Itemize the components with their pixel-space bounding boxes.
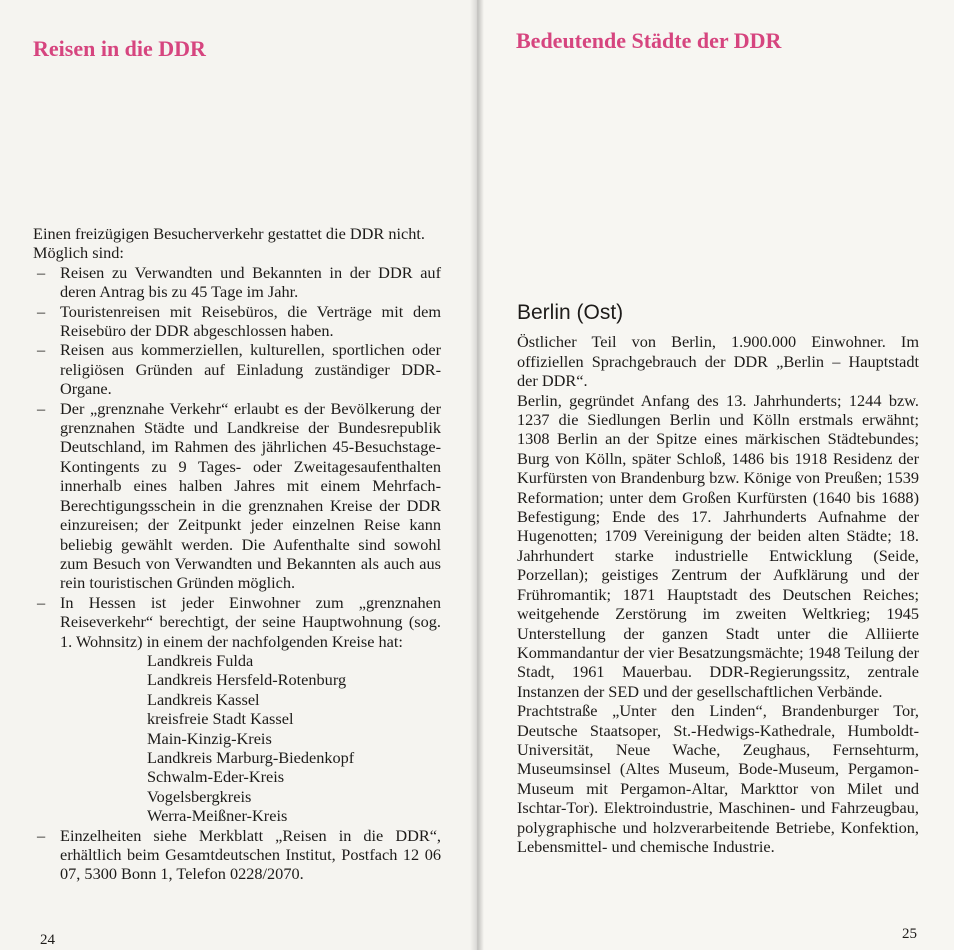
list-item: [33, 593, 441, 826]
district-item: Vogelsbergkreis: [147, 786, 252, 806]
list-item: [33, 263, 441, 302]
dash-marker: –: [37, 301, 46, 321]
list-item-text: Touristenreisen mit Reisebüros, die Verträge mit dem Reisebüro der DDR abgeschlossen haben.: [60, 301, 441, 341]
list-item-text: Einzelheiten siehe Merkblatt „Reisen in die DDR“, erhältlich beim Gesamtdeutschen Institut, Postfach 12 06 07, 5300 Bonn 1, Telefon 0228/2070.: [60, 825, 441, 884]
dash-marker: –: [37, 340, 46, 360]
city-intro-paragraph: Östlicher Teil von Berlin, 1.900.000 Einwohner. Im offiziellen Sprachgebrauch der DDR „Berlin – Hauptstadt der DDR“.: [517, 332, 919, 391]
dash-marker: –: [37, 262, 46, 282]
list-item-text: Reisen aus kommerziellen, kulturellen, sportlichen oder religiösen Gründen auf Einladung zuständiger DDR-Organe.: [60, 340, 441, 399]
right-page-heading: Bedeutende Städte der DDR: [516, 28, 782, 53]
left-page-body: [33, 224, 441, 884]
right-page: [476, 0, 954, 950]
dash-marker: –: [37, 398, 46, 418]
list-item-text: In Hessen ist jeder Einwohner zum „grenznahen Reiseverkehr“ berechtigt, der seine Hauptwohnung (sog. 1. Wohnsitz) in einem der nachfolgenden Kreise hat:: [60, 592, 441, 651]
right-page-body: [517, 303, 919, 856]
district-item: Landkreis Marburg-Biedenkopf: [147, 747, 355, 767]
district-item: Werra-Meißner-Kreis: [147, 806, 288, 826]
district-item: Landkreis Kassel: [147, 689, 260, 709]
district-item: kreisfreie Stadt Kassel: [147, 709, 294, 729]
city-title: Berlin (Ost): [517, 301, 624, 324]
intro-paragraph: Einen freizügigen Besucherverkehr gestattet die DDR nicht. Möglich sind:: [33, 224, 425, 263]
dash-marker: –: [37, 825, 46, 845]
list-item-text: Der „grenznahe Verkehr“ erlaubt es der Bevölkerung der grenznahen Städte und Landkreise der Bundesrepublik Deutschland, im Rahmen des jährlichen 45-Besuchstage-Kontingents zu 9 Tages- oder Zweitagesaufenthalten innerhalb eines halben Jahres mit einem Mehrfach-Berechtigungsschein in die grenznahen Kreise der DDR einzureisen; der Zeitpunkt jeder einzelnen Reise kann beliebig gewählt werden. Die Aufenthalte sind sowohl zum Besuch von Verwandten und Bekannten als auch aus rein touristischen Gründen möglich.: [60, 398, 441, 593]
district-item: Landkreis Hersfeld-Rotenburg: [147, 670, 347, 690]
list-item: [33, 399, 441, 593]
left-page-heading: Reisen in die DDR: [33, 36, 206, 61]
district-item: Schwalm-Eder-Kreis: [147, 767, 285, 787]
dash-marker: –: [37, 592, 46, 612]
list-item: [33, 340, 441, 398]
city-sights-paragraph: Prachtstraße „Unter den Linden“, Brandenburger Tor, Deutsche Staatsoper, St.-Hedwigs-Kathedrale, Humboldt-Universität, Neue Wache, Zeughaus, Fernsehturm, Museumsinsel (Altes Museum, Bode-Museum, Pergamon-Museum mit Pergamon-Altar, Markttor von Milet und Ischtar-Tor). Elektroindustrie, Maschinen- und Fahrzeugbau, polygraphische und holzverarbeitende Betriebe, Konfektion, Lebensmittel- und chemische Industrie.: [517, 701, 919, 856]
district-list: [60, 651, 441, 826]
book-gutter-shadow: [470, 0, 484, 950]
page-number-left: 24: [40, 932, 55, 948]
list-item-text: Reisen zu Verwandten und Bekannten in der DDR auf deren Antrag bis zu 45 Tage im Jahr.: [60, 262, 441, 302]
list-item: [33, 302, 441, 341]
city-history-paragraph: Berlin, gegründet Anfang des 13. Jahrhunderts; 1244 bzw. 1237 die Siedlungen Berlin und Kölln erstmals erwähnt; 1308 Berlin an der Spitze eines märkischen Städtebundes; Burg von Kölln, später Schloß, 1486 bis 1918 Residenz der Kurfürsten von Brandenburg bzw. Könige von Preußen; 1539 Reformation; unter dem Großen Kurfürsten (1640 bis 1688) Befestigung; Ende des 17. Jahrhunderts Aufnahme der Hugenotten; 1709 Vereinigung der beiden alten Städte; 18. Jahrhundert starke industrielle Entwicklung (Seide, Porzellan); geistiges Zentrum der Aufklärung und der Frühromantik; 1871 Hauptstadt des Deutschen Reiches; weitgehende Zerstörung im zweiten Weltkrieg; 1945 Unterstellung der ganzen Stadt unter die Alliierte Kommandantur der vier Besatzungsmächte; 1948 Teilung der Stadt, 1961 Mauerbau. DDR-Regierungssitz, zentrale Instanzen der SED und der gesellschaftlichen Verbände.: [517, 390, 919, 701]
list-item: [33, 826, 441, 884]
district-item: Main-Kinzig-Kreis: [147, 728, 272, 748]
page-number-right: 25: [902, 926, 917, 942]
left-page: [0, 0, 476, 950]
travel-options-list: [33, 263, 441, 884]
district-item: Landkreis Fulda: [147, 650, 254, 670]
